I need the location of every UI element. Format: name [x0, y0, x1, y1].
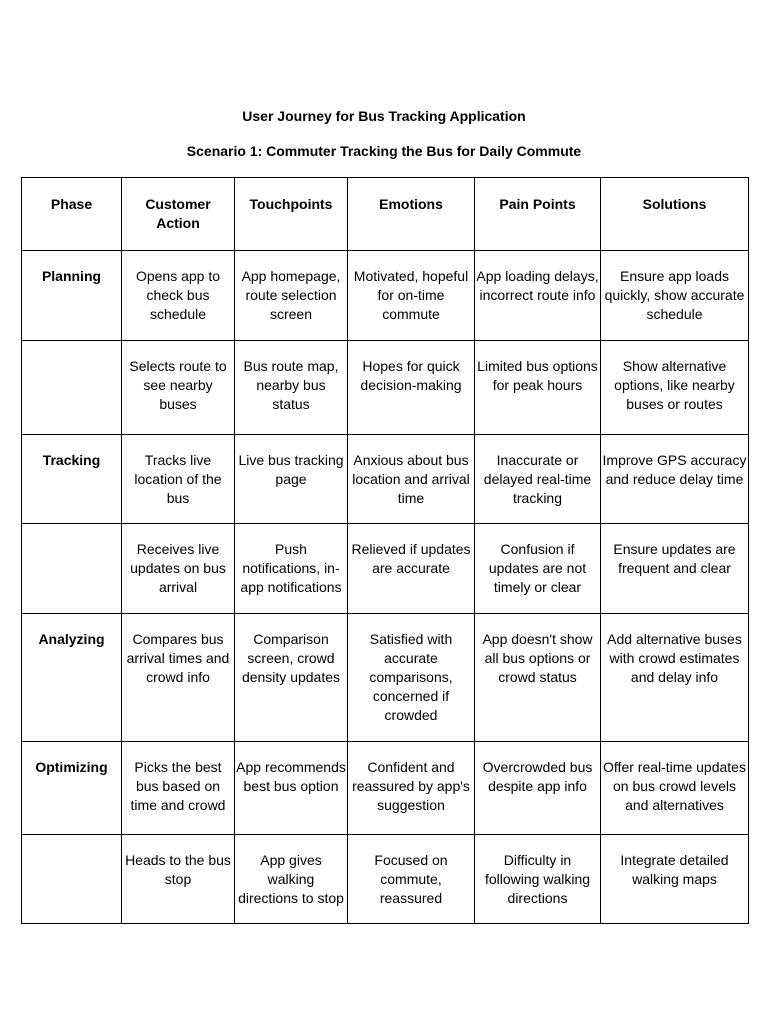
cell-text: Difficulty in following walking directions: [484, 852, 591, 906]
pain-points-cell: [475, 435, 601, 524]
cell-text: Add alternative buses with crowd estimates and delay info: [607, 631, 742, 685]
table-row: [22, 435, 749, 524]
cell-text: App loading delays, incorrect route info: [476, 268, 599, 303]
pain-points-cell: [475, 742, 601, 835]
pain-points-cell: [475, 835, 601, 924]
cell-text: Opens app to check bus schedule: [135, 268, 221, 322]
header-customer-action: [122, 178, 235, 251]
cell-text: Ensure updates are frequent and clear: [613, 541, 736, 576]
emotions-cell: [348, 341, 475, 435]
table-row: [22, 614, 749, 742]
header-touchpoints: [235, 178, 348, 251]
pain-points-cell: [475, 251, 601, 341]
touchpoints-cell: [235, 835, 348, 924]
cell-text: Focused on commute, reassured: [374, 852, 448, 906]
emotions-cell: [348, 742, 475, 835]
header-label: Pain Points: [499, 196, 576, 212]
cell-text: Compares bus arrival times and crowd info: [126, 631, 230, 685]
cell-text: Confident and reassured by app's suggestion: [352, 759, 470, 813]
customer-action-cell: [122, 614, 235, 742]
cell-text: Tracking: [42, 452, 101, 468]
cell-text: Relieved if updates are accurate: [351, 541, 471, 576]
header-label: Touchpoints: [249, 196, 333, 212]
cell-text: [22, 341, 121, 357]
pain-points-cell: [475, 341, 601, 435]
touchpoints-cell: [235, 742, 348, 835]
emotions-cell: [348, 435, 475, 524]
touchpoints-cell: [235, 341, 348, 435]
cell-text: Motivated, hopeful for on-time commute: [353, 268, 469, 322]
cell-text: Satisfied with accurate comparisons, concerned if crowded: [369, 631, 453, 723]
customer-action-cell: [122, 742, 235, 835]
emotions-cell: [348, 614, 475, 742]
table-row: [22, 341, 749, 435]
touchpoints-cell: [235, 435, 348, 524]
touchpoints-cell: [235, 614, 348, 742]
customer-action-cell: [122, 524, 235, 614]
table-header-row: [22, 178, 749, 251]
header-label: Phase: [50, 196, 93, 212]
cell-text: Confusion if updates are not timely or clear: [488, 541, 587, 595]
cell-text: Integrate detailed walking maps: [620, 852, 729, 887]
document-title: User Journey for Bus Tracking Application: [242, 108, 526, 124]
table-row: [22, 524, 749, 614]
pain-points-cell: [475, 614, 601, 742]
customer-action-cell: [122, 435, 235, 524]
solutions-cell: [601, 435, 749, 524]
phase-cell: [22, 251, 122, 341]
phase-cell: [22, 835, 122, 924]
customer-action-cell: [122, 835, 235, 924]
table-row: [22, 251, 749, 341]
cell-text: Anxious about bus location and arrival time: [352, 452, 470, 506]
table-row: [22, 835, 749, 924]
cell-text: App doesn't show all bus options or crowd status: [482, 631, 593, 685]
phase-cell: [22, 341, 122, 435]
cell-text: [22, 524, 121, 540]
cell-text: Planning: [41, 268, 102, 284]
header-solutions: [601, 178, 749, 251]
cell-text: App recommends best bus option: [236, 759, 346, 794]
header-label: Solutions: [642, 196, 707, 212]
cell-text: Offer real-time updates on bus crowd levels and alternatives: [603, 759, 746, 813]
cell-text: Heads to the bus stop: [125, 852, 231, 887]
cell-text: App gives walking directions to stop: [238, 852, 344, 906]
cell-text: Show alternative options, like nearby buses or routes: [614, 358, 735, 412]
touchpoints-cell: [235, 251, 348, 341]
cell-text: [22, 835, 121, 851]
cell-text: Improve GPS accuracy and reduce delay time: [602, 452, 747, 487]
header-emotions: [348, 178, 475, 251]
cell-text: Selects route to see nearby buses: [129, 358, 227, 412]
phase-cell: [22, 742, 122, 835]
header-phase: [22, 178, 122, 251]
phase-cell: [22, 524, 122, 614]
solutions-cell: [601, 524, 749, 614]
solutions-cell: [601, 742, 749, 835]
cell-text: Limited bus options for peak hours: [477, 358, 598, 393]
pain-points-cell: [475, 524, 601, 614]
emotions-cell: [348, 835, 475, 924]
customer-action-cell: [122, 251, 235, 341]
solutions-cell: [601, 251, 749, 341]
solutions-cell: [601, 614, 749, 742]
header-pain-points: [475, 178, 601, 251]
cell-text: Inaccurate or delayed real-time tracking: [483, 452, 592, 506]
solutions-cell: [601, 835, 749, 924]
touchpoints-cell: [235, 524, 348, 614]
cell-text: Overcrowded bus despite app info: [482, 759, 593, 794]
cell-text: Analyzing: [38, 631, 105, 647]
phase-cell: [22, 435, 122, 524]
document-subtitle: Scenario 1: Commuter Tracking the Bus for Daily Commute: [186, 143, 582, 159]
solutions-cell: [601, 341, 749, 435]
cell-text: Picks the best bus based on time and crowd: [130, 759, 226, 813]
table-row: [22, 742, 749, 835]
customer-action-cell: [122, 341, 235, 435]
cell-text: Live bus tracking page: [238, 452, 344, 487]
cell-text: App homepage, route selection screen: [241, 268, 341, 322]
cell-text: Receives live updates on bus arrival: [130, 541, 226, 595]
cell-text: Bus route map, nearby bus status: [243, 358, 339, 412]
phase-cell: [22, 614, 122, 742]
cell-text: Optimizing: [35, 759, 108, 775]
cell-text: Ensure app loads quickly, show accurate schedule: [604, 268, 745, 322]
cell-text: Tracks live location of the bus: [134, 452, 222, 506]
user-journey-table: [21, 177, 749, 924]
cell-text: Push notifications, in-app notifications: [240, 541, 342, 595]
header-label: Customer Action: [145, 196, 211, 231]
cell-text: Hopes for quick decision-making: [360, 358, 462, 393]
header-label: Emotions: [379, 196, 443, 212]
cell-text: Comparison screen, crowd density updates: [241, 631, 341, 685]
emotions-cell: [348, 524, 475, 614]
emotions-cell: [348, 251, 475, 341]
